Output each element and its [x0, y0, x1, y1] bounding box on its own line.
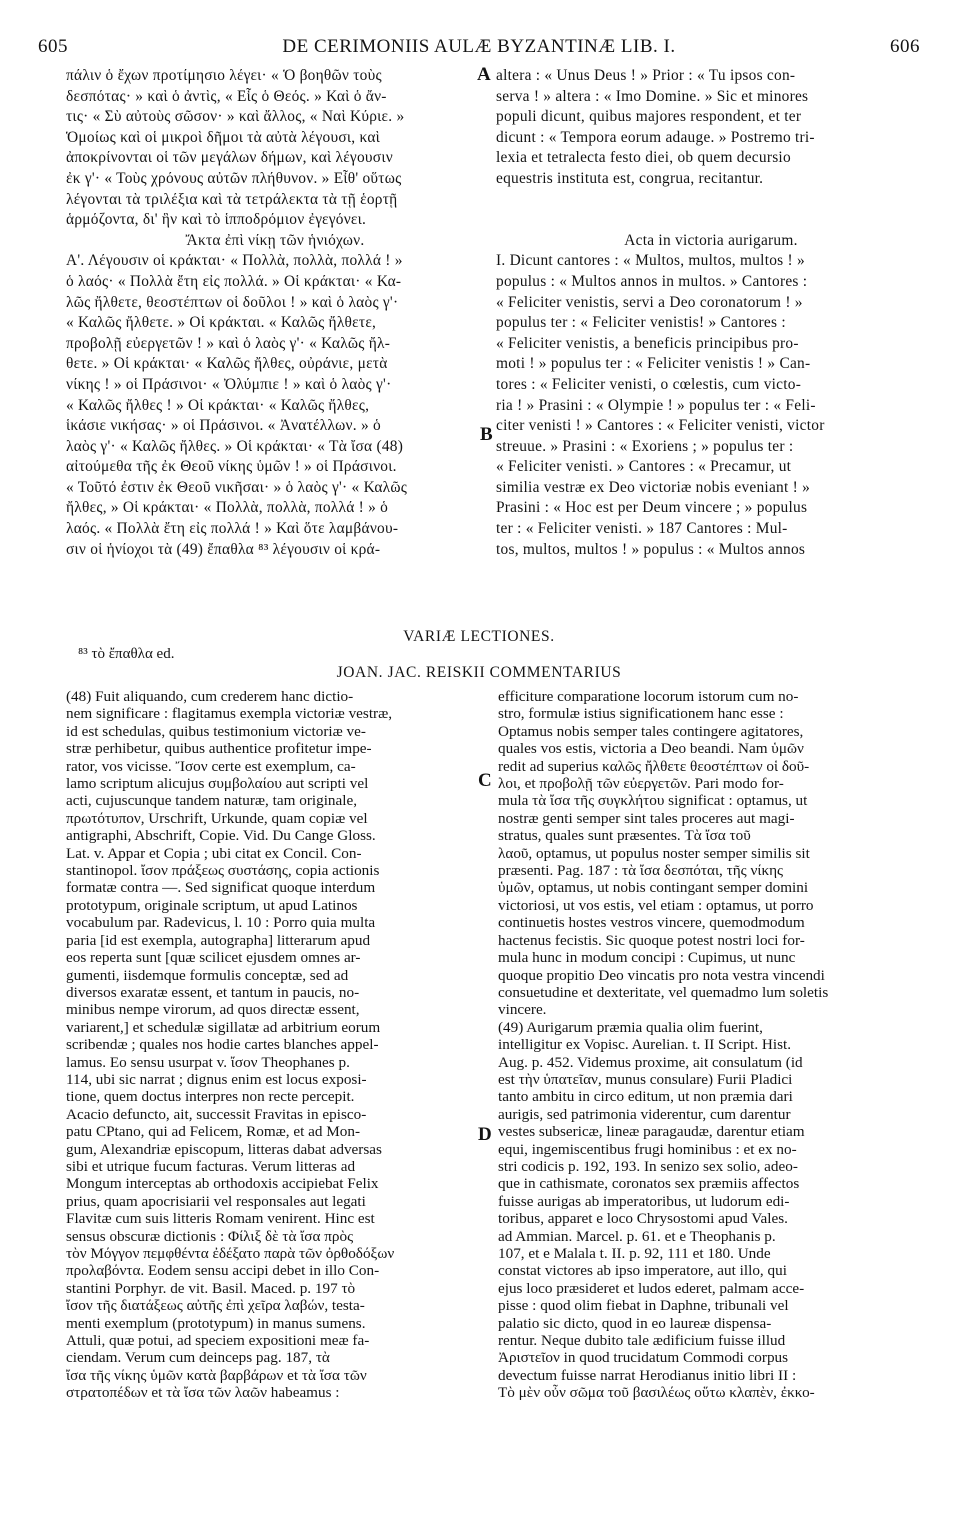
text-line: patu CPtano, qui ad Felicem, Romæ, et ad Mon-	[66, 1123, 361, 1141]
text-line: Mongum interceptas ab orthodoxis accipiebat Felix	[66, 1175, 379, 1193]
page-number-left: 605	[38, 36, 68, 57]
text-line: Acta in victoria aurigarum.	[624, 231, 798, 249]
text-line: « Feliciter venistis, servi a Deo coronatorum ! »	[496, 293, 803, 311]
text-line: paria [id est exempla, autographa] litterarum apud	[66, 931, 371, 949]
text-line: ἐκ γ'· « Τοὺς χρόνους αὐτῶν πλήθυνον. » Εἶθ' οὕτως	[66, 169, 402, 187]
text-line: ἁρμόζοντα, δι' ἣν καὶ τὸ ἱπποδρόμιον ἐγεγόνει.	[66, 211, 367, 229]
text-line: ἴσον τῆς διατάξεως αὐτῆς ἐπὶ χεῖρα λαβών, testa-	[66, 1297, 365, 1315]
text-line: νίκης ! » οἱ Πράσινοι· « Ὀλύμπιε ! » καὶ ὁ λαὸς γ'·	[66, 375, 392, 393]
text-line: quales vos estis, victoria a Deo beandi. Nam ὑμῶν	[498, 740, 804, 758]
text-line: constat victores ab ipso imperatore, aut illo, qui	[498, 1262, 787, 1280]
text-line: αἰτούμεθα τῆς ἐκ Θεοῦ νίκης ὑμῶν ! » οἱ Πράσινοι.	[66, 458, 397, 476]
text-line: sensus obscuræ dictionis : Φίλιξ δὲ τὰ ἴσα πρὸς	[66, 1227, 354, 1245]
text-line: prius, quam apocrisiarii vel responsales aut legati	[66, 1192, 366, 1210]
text-line: tione, quem doctus interpres non recte percepit.	[66, 1088, 355, 1106]
text-line: πάλιν ὁ ἔχων προτίμησιο λέγει· « Ὁ βοηθῶν τοὺς	[66, 67, 382, 84]
text-line: lamo scriptum alicujus συμβολαίου aut scripti vel	[66, 775, 369, 793]
text-line: altera : « Unus Deus ! » Prior : « Tu ipsos con-	[496, 67, 796, 84]
margin-letter-b: B	[480, 424, 493, 445]
text-line: rentur. Neque dubito tale ædificium fuisse illud	[498, 1332, 786, 1350]
text-line: stri codicis p. 192, 193. In senizo sex solio, adeo-	[498, 1157, 798, 1175]
text-line: aurigis, sed patrimonia viderentur, cum darentur	[498, 1105, 791, 1123]
text-line: scribendæ ; quales nos hodie cartes blanches appel-	[66, 1036, 379, 1054]
text-line: menti exemplum (prototypum) in manus sumens.	[66, 1314, 366, 1332]
text-line: « Καλῶς ἤλθες ! » Οἱ κράκται· « Καλῶς ἤλθες,	[66, 396, 370, 414]
margin-letter-c: C	[478, 770, 492, 791]
text-line: Flavitæ cum suis litteris Romam venirent. Hinc est	[66, 1210, 375, 1228]
text-line: equi, ingemiscentibus frugi hominibus : et ex no-	[498, 1140, 797, 1158]
text-line: eos reperta sunt [quæ scilicet ejusdem omnes ar-	[66, 949, 361, 967]
text-line: similia vestræ ex Deo victoriæ nobis eveniant ! »	[496, 478, 811, 496]
text-line: continuetis hostes vestros vincere, quemodmodum	[498, 914, 805, 932]
text-line: minibus nempe virorum, ad quos directæ essent,	[66, 1001, 360, 1019]
text-line: λαοῦ, optamus, ut populus noster semper similis sit	[498, 844, 810, 862]
text-line: « Τοῦτό ἐστιν ἐκ Θεοῦ νικῆσαι· » ὁ λαὸς γ'· « Καλῶς	[66, 478, 408, 496]
text-line: præsenti. Pag. 187 : τὰ ἴσα δεσπόται, τῆς νίκης	[498, 862, 784, 880]
text-line: tanto ambitu in circo editum, ut non præmia dari	[498, 1088, 793, 1106]
text-line: ἴσα τῆς νίκης ὑμῶν κατὰ βαρβάρων et τὰ ἴσα τῶν	[66, 1366, 367, 1384]
text-line: τις· « Σὺ αὐτοὺς σῶσον· » καὶ ἄλλος, « Ναὶ Κύριε. »	[66, 108, 405, 126]
text-line: vocabulum par. Radevicus, l. 10 : Porro quia multa	[66, 914, 376, 932]
text-line: fuisse aurigas ab imperatoribus, ut ludorum edi-	[498, 1192, 790, 1210]
text-line: palatio sic dicto, quod in eo laureæ dispensa-	[498, 1314, 772, 1332]
text-line: ἤλθες, » Οἱ κράκται· « Πολλὰ, πολλὰ, πολλά ! » ὁ	[66, 499, 389, 517]
text-line: nostræ genti semper sint tales proceres aut magi-	[498, 809, 795, 827]
commentary-column-right	[498, 688, 928, 1402]
text-line: intelligitur ex Vopisc. Aurelian. t. II Script. Hist.	[498, 1036, 792, 1054]
text-line: λῶς ἤλθετε, θεοστέπτων οἱ δοῦλοι ! » καὶ ὁ λαὸς γ'·	[66, 293, 399, 311]
text-line: θετε. » Οἱ κράκται· « Καλῶς ἤλθες, οὐράνιε, μετὰ	[66, 355, 388, 373]
text-line: lamus. Eo sensu usurpat v. ἴσον Theophanes p.	[66, 1053, 350, 1071]
text-line: σιν οἱ ἡνίοχοι τὰ (49) ἔπαθλα ⁸³ λέγουσιν οἱ κρά-	[66, 540, 381, 558]
text-line: moti ! » populus ter : « Feliciter venistis ! » Can-	[496, 355, 811, 373]
text-line: ria ! » Prasini : « Olympie ! » populus ter : « Feli-	[496, 396, 816, 414]
text-line: gumenti, iisdemque formulis conceptæ, sed ad	[66, 966, 349, 984]
text-line: consuetudine et dexteritate, vel quemadmo lum soletis	[498, 983, 829, 1001]
text-line	[496, 210, 926, 231]
text-line: Lat. v. Appar et Copia ; ubi citat ex Concil. Con-	[66, 844, 362, 862]
text-line: πρωτότυπον, Urschrift, Urkunde, quam copiæ vel	[66, 809, 368, 827]
text-line: I. Dicunt cantores : « Multos, multos, multos ! »	[496, 252, 805, 270]
margin-letter-a: A	[477, 64, 491, 85]
text-line: λοι, et προβολῇ τῶν εὐεργετῶν. Pari modo for-	[498, 775, 784, 793]
text-line: Ἀριστεῖον in quod trucidatum Commodi corpus	[498, 1349, 789, 1367]
running-header	[38, 36, 920, 60]
text-line: lexia et tetralecta festo diei, ob quem decursio	[496, 149, 791, 167]
text-line: acti, cujuscunque tandem naturæ, tam originale,	[66, 792, 358, 810]
text-line: vestes subsericæ, lineæ paragaudæ, darentur etiam	[498, 1123, 805, 1141]
text-line: « Feliciter venisti. » Cantores : « Precamur, ut	[496, 458, 792, 476]
text-line: tores : « Feliciter venisti, o cœlestis, cum victo-	[496, 375, 802, 393]
text-line: hactenus fecistis. Sic quoque potest nostri loci for-	[498, 931, 805, 949]
text-line: Acacio defuncto, ait, successit Fravitas in episco-	[66, 1105, 367, 1123]
text-line: (49) Aurigarum præmia qualia olim fuerint,	[498, 1018, 763, 1036]
text-line: stratus, quales sunt præsentes. Τὰ ἴσα τοῦ	[498, 827, 751, 845]
text-line: ad Ammian. Marcel. p. 61. et e Theophanis p.	[498, 1227, 776, 1245]
running-title: DE CERIMONIIS AULÆ BYZANTINÆ LIB. I.	[282, 36, 676, 57]
text-line: equestris instituta est, congrua, recitantur.	[496, 169, 764, 187]
text-line: stantini Porphyr. de vit. Basil. Maced. p. 197 τὸ	[66, 1279, 356, 1297]
text-line: populi dicunt, quibus majores respondent, et ter	[496, 108, 802, 126]
text-line: Ὁμοίως καὶ οἱ μικροὶ δῆμοι τὰ αὐτὰ λέγουσι, καὶ	[66, 128, 381, 146]
text-line: quoque propitio Deo vincatis pro nota vestra vincendi	[498, 966, 825, 984]
text-line: τὸν Μόγγον πεμφθέντα ἐδέξατο παρὰ τῶν ὀρθοδόξων	[66, 1245, 395, 1262]
text-line: variarent,] et schedulæ sigillatæ ad arbitrium eorum	[66, 1018, 381, 1036]
text-line: id est schedulas, quibus testimonium victoriæ ve-	[66, 722, 366, 740]
text-line: « Καλῶς ἤλθετε. » Οἱ κράκται. « Καλῶς ἤλθετε,	[66, 314, 377, 332]
text-line: vincere.	[498, 1001, 547, 1019]
text-line: ὑμῶν, optamus, ut nobis contingant semper domini	[498, 879, 809, 897]
text-line: Ἄκτα ἐπὶ νίκῃ τῶν ἡνιόχων.	[185, 231, 365, 249]
text-line: est τὴν ὑπατεῖαν, munus consulare) Furii Pladici	[498, 1070, 793, 1088]
text-line: ὁ λαός· « Πολλὰ ἔτη εἰς πολλά. » Οἱ κράκται· « Κα-	[66, 272, 402, 290]
text-line: mula τὰ ἴσα τῆς συγκλήτου significat : optamus, ut	[498, 792, 808, 810]
text-line: στρατοπέδων et τὰ ἴσα τῶν λαῶν habeamus :	[66, 1384, 340, 1402]
text-line: streuue. » Prasini : « Exoriens ; » populus ter :	[496, 437, 794, 455]
text-line: ἀποκρίνονται οἱ τῶν μεγάλων δήμων, καὶ λέγουσιν	[66, 149, 393, 167]
text-line: προλαβόντα. Eodem sensu accipi debet in illo Con-	[66, 1262, 380, 1280]
text-line: δεσπότας· » καὶ ὁ ἀντὶς, « Εἷς ὁ Θεός. » Καὶ ὁ ἄν-	[66, 87, 387, 105]
text-line: Aug. p. 452. Videmus proxime, ait consulatum (id	[498, 1053, 803, 1071]
text-line: victoriosi, ut vos estis, vel etiam : optamus, ut porro	[498, 896, 814, 914]
text-line: antigraphi, Abschrift, Copie. Vid. Du Cange Gloss.	[66, 827, 376, 845]
text-line: Optamus nobis semper tales contingere agitatores,	[498, 722, 804, 740]
text-line: formatæ contra —. Sed significat quoque interdum	[66, 879, 376, 897]
text-line: ciendam. Verum cum deinceps pag. 187, τὰ	[66, 1349, 330, 1367]
text-line: stantinopol. ἴσον πράξεως συστάσης, copia actionis	[66, 862, 380, 880]
latin-translation-column	[496, 66, 926, 560]
text-line: 107, et e Malala t. II. p. 92, 111 et 180. Unde	[498, 1245, 771, 1262]
text-line: prototypum, originale scriptum, ut apud Latinos	[66, 896, 358, 914]
text-line: λαὸς γ'· « Καλῶς ἤλθες. » Οἱ κράκται· « Τὰ ἴσα (48)	[66, 437, 404, 455]
text-line: populus ter : « Feliciter venistis! » Cantores :	[496, 314, 786, 332]
footnote-83: ⁸³ τὸ ἔπαθλα ed.	[78, 646, 175, 662]
text-line: tos, multos, multos ! » populus : « Multos annos	[496, 540, 806, 558]
text-line: Prasini : « Hoc est per Deum vincere ; » populus	[496, 499, 808, 517]
text-line: diversos exaratæ essent, et tantum in paucis, no-	[66, 983, 360, 1001]
text-line: serva ! » altera : « Imo Domine. » Sic et minores	[496, 87, 809, 105]
text-line: dicunt : « Tempora eorum adauge. » Postremo tri-	[496, 128, 815, 146]
text-line: pisse : quod olim fiebat in Daphne, tribunali vel	[498, 1297, 789, 1315]
text-line: Attuli, quæ potui, ad speciem expositioni meæ fa-	[66, 1332, 370, 1350]
text-line: sibi et utrique fucum facturas. Verum litteras ad	[66, 1157, 356, 1175]
text-line: λέγονται τὰ τριλέξια καὶ τὰ τετράλεκτα τὰ τῇ ἑορτῇ	[66, 190, 398, 208]
text-line: λαός. « Πολλὰ ἔτη εἰς πολλά ! » Καὶ ὅτε λαμβάνου-	[66, 520, 399, 538]
text-line: ejus loco præsideret et ludos ederet, palmam acce-	[498, 1279, 805, 1297]
text-line: citer venisti ! » Cantores : « Feliciter venisti, victor	[496, 417, 825, 435]
text-line: toribus, apparet e loco Chrysostomi apud Vales.	[498, 1210, 788, 1228]
text-line: que in cathismate, coronatos sex præmiis affectos	[498, 1175, 800, 1193]
variae-lectiones-heading: VARIÆ LECTIONES.	[403, 628, 555, 645]
text-line: gum, Alexandriæ episcopum, litteras dabat adversas	[66, 1140, 382, 1158]
text-line: ter : « Feliciter venisti. » 187 Cantores : Mul-	[496, 520, 788, 538]
commentary-heading: JOAN. JAC. REISKII COMMENTARIUS	[336, 664, 622, 681]
greek-text-column	[66, 66, 484, 560]
text-line: rator, vos vicisse. Ἴσον certe est exemplum, ca-	[66, 757, 356, 775]
margin-letter-d: D	[478, 1124, 492, 1145]
text-line: mula hunc in modum concipi : Cupimus, ut nunc	[498, 949, 796, 967]
text-line: (48) Fuit aliquando, cum crederem hanc dictio-	[66, 688, 354, 705]
text-line: 114, ubi sic narrat ; dignus enim est locus exposi-	[66, 1070, 367, 1088]
text-line: προβολῇ εὐεργετῶν ! » καὶ ὁ λαὸς γ'· « Καλῶς ἤλ-	[66, 334, 391, 352]
text-line: populus : « Multos annos in multos. » Cantores :	[496, 272, 808, 290]
text-line: efficiture comparatione locorum istorum cum no-	[498, 688, 799, 705]
text-line: Α'. Λέγουσιν οἱ κράκται· « Πολλὰ, πολλὰ, πολλά ! »	[66, 252, 403, 270]
text-line: Τὸ μὲν οὖν σῶμα τοῦ βασιλέως οὕτω κλαπὲν, ἐκκο-	[498, 1384, 815, 1402]
text-line: nem significare : flagitamus exempla victoriæ vestræ,	[66, 705, 393, 723]
text-line: stræ perhibetur, quibus authentice profitetur impe-	[66, 740, 372, 758]
text-line: devectum fuisse narrat Herodianus initio libri II :	[498, 1366, 797, 1384]
text-line: stro, formulæ istius significationem hanc esse :	[498, 705, 784, 723]
text-line: redit ad superius καλῶς ἤλθετε θεοστέπτων οἱ δοῦ-	[498, 757, 810, 775]
text-line	[496, 190, 926, 211]
text-line: « Feliciter venistis, a beneficis principibus pro-	[496, 334, 799, 352]
text-line: ἱκάσιε νικήσας· » οἱ Πράσινοι. « Ἀνατέλλων. » ὁ	[66, 417, 381, 435]
commentary-column-left	[66, 688, 484, 1402]
page-number-right: 606	[890, 36, 920, 57]
